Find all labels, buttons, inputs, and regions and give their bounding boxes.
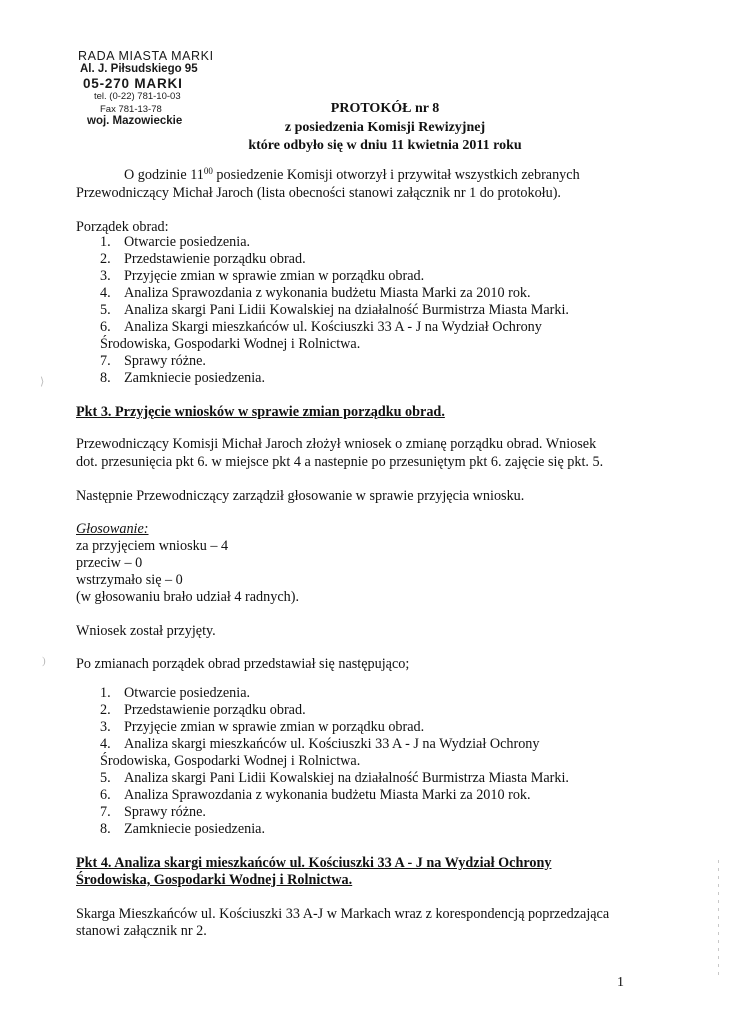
list-item [100,371,265,385]
stamp-institution: RADA MIASTA MARKI [78,49,214,63]
list-item-number: 3. [100,719,111,735]
list-item-number: 8. [100,821,111,837]
pkt3-paragraph-line-1: Przewodniczący Komisji Michał Jaroch złożył wniosek o zmianę porządku obrad. Wniosek [76,436,597,452]
list-item-number: 5. [100,302,111,318]
list-item-text: Przedstawienie porządku obrad. [124,702,306,718]
list-item-text: Przyjęcie zmian w sprawie zmian w porządku obrad. [124,268,425,284]
list-item [100,269,424,283]
list-item [100,805,206,819]
protocol-title: PROTOKÓŁ nr 8 [330,101,440,116]
list-item-number: 5. [100,770,111,786]
list-item-number: 1. [100,685,111,701]
list-item-number: 2. [100,702,111,718]
vote-for: za przyjęciem wniosku – 4 [76,538,229,554]
list-item-text: Sprawy różne. [124,804,206,820]
list-item-text: Analiza Sprawozdania z wykonania budżetu Miasta Marki za 2010 rok. [124,285,531,301]
list-item-text: Analiza skargi mieszkańców ul. Kościuszki 33 A - J na Wydział Ochrony [124,736,540,752]
pkt4-paragraph-line-1: Skarga Mieszkańców ul. Kościuszki 33 A-J w Markach wraz z korespondencją poprzedzająca [76,906,610,922]
scan-artifact: ) [42,655,46,667]
list-item-text: Otwarcie posiedzenia. [124,685,251,701]
intro-text: O godzinie 11 [124,167,204,183]
list-item [100,788,531,802]
list-item [100,252,306,266]
stamp-fax: Fax 781-13-78 [100,104,162,115]
list-item [100,720,424,734]
scan-artifact: ⟩ [40,376,45,388]
list-item-number: 2. [100,251,111,267]
section-heading-pkt4-line-2: Środowiska, Gospodarki Wodnej i Rolnictwa. [76,872,353,888]
pkt4-paragraph-line-2: stanowi załącznik nr 2. [76,923,207,939]
list-item-text: Sprawy różne. [124,353,206,369]
list-item [100,686,250,700]
list-item-number: 3. [100,268,111,284]
list-item-text: Zamkniecie posiedzenia. [124,821,266,837]
list-item [100,354,206,368]
agenda-heading: Porządek obrad: [76,219,169,235]
intro-text-continued: posiedzenie Komisji otworzył i przywitał wszystkich zebranych [212,167,580,183]
protocol-subtitle: z posiedzenia Komisji Rewizyjnej [284,120,486,135]
list-item-number: 6. [100,787,111,803]
list-item-text: Przyjęcie zmian w sprawie zmian w porządku obrad. [124,719,425,735]
agenda-after-change-intro: Po zmianach porządek obrad przedstawiał się następująco; [76,656,410,672]
list-item-text: Analiza skargi Pani Lidii Kowalskiej na działalność Burmistrza Miasta Marki. [124,770,569,786]
vote-note: (w głosowaniu brało udział 4 radnych). [76,589,299,605]
stamp-address: Al. J. Piłsudskiego 95 [80,63,198,75]
list-item [100,320,542,334]
protocol-date: które odbyło się w dniu 11 kwietnia 2011 roku [248,138,522,153]
list-item-number: 6. [100,319,111,335]
list-item-text: Przedstawienie porządku obrad. [124,251,306,267]
intro-time-minutes: 00 [203,166,213,176]
pkt3-paragraph-2: Następnie Przewodniczący zarządził głosowanie w sprawie przyjęcia wniosku. [76,488,525,504]
list-item-text: Analiza Skargi mieszkańców ul. Kościuszki 33 A - J na Wydział Ochrony [124,319,542,335]
stamp-province: woj. Mazowieckie [87,115,183,127]
vote-against: przeciw – 0 [76,555,143,571]
vote-heading: Głosowanie: [76,521,149,537]
stamp-phone: tel. (0-22) 781-10-03 [94,91,181,102]
stamp-postal-code: 05-270 MARKI [83,76,183,91]
motion-accepted: Wniosek został przyjęty. [76,623,216,639]
list-item [100,235,250,249]
list-item-text: Analiza Sprawozdania z wykonania budżetu Miasta Marki za 2010 rok. [124,787,531,803]
intro-line-1 [124,168,580,182]
section-heading-pkt4-line-1: Pkt 4. Analiza skargi mieszkańców ul. Kościuszki 33 A - J na Wydział Ochrony [76,855,552,871]
list-item-number: 1. [100,234,111,250]
list-item [100,303,569,317]
list-item [100,286,531,300]
list-item-continuation: Środowiska, Gospodarki Wodnej i Rolnictwa. [100,336,361,352]
list-item [100,771,569,785]
list-item-number: 4. [100,285,111,301]
list-item-number: 7. [100,804,111,820]
pkt3-paragraph-line-2: dot. przesunięcia pkt 6. w miejsce pkt 4 a nastepnie po przesuniętym pkt 6. zajęcie się pkt. 5. [76,454,604,470]
intro-line-2: Przewodniczący Michał Jaroch (lista obecności stanowi załącznik nr 1 do protokołu). [76,185,561,201]
list-item [100,703,306,717]
vote-abstain: wstrzymało się – 0 [76,572,183,588]
scan-edge-line [718,860,719,980]
list-item-text: Otwarcie posiedzenia. [124,234,251,250]
page-number: 1 [617,975,624,990]
list-item-continuation: Środowiska, Gospodarki Wodnej i Rolnictwa. [100,753,361,769]
list-item-text: Zamkniecie posiedzenia. [124,370,266,386]
list-item-number: 4. [100,736,111,752]
list-item [100,822,265,836]
section-heading-pkt3: Pkt 3. Przyjęcie wniosków w sprawie zmian porządku obrad. [76,404,445,420]
list-item-text: Analiza skargi Pani Lidii Kowalskiej na działalność Burmistrza Miasta Marki. [124,302,569,318]
list-item-number: 8. [100,370,111,386]
list-item [100,737,539,751]
list-item-number: 7. [100,353,111,369]
